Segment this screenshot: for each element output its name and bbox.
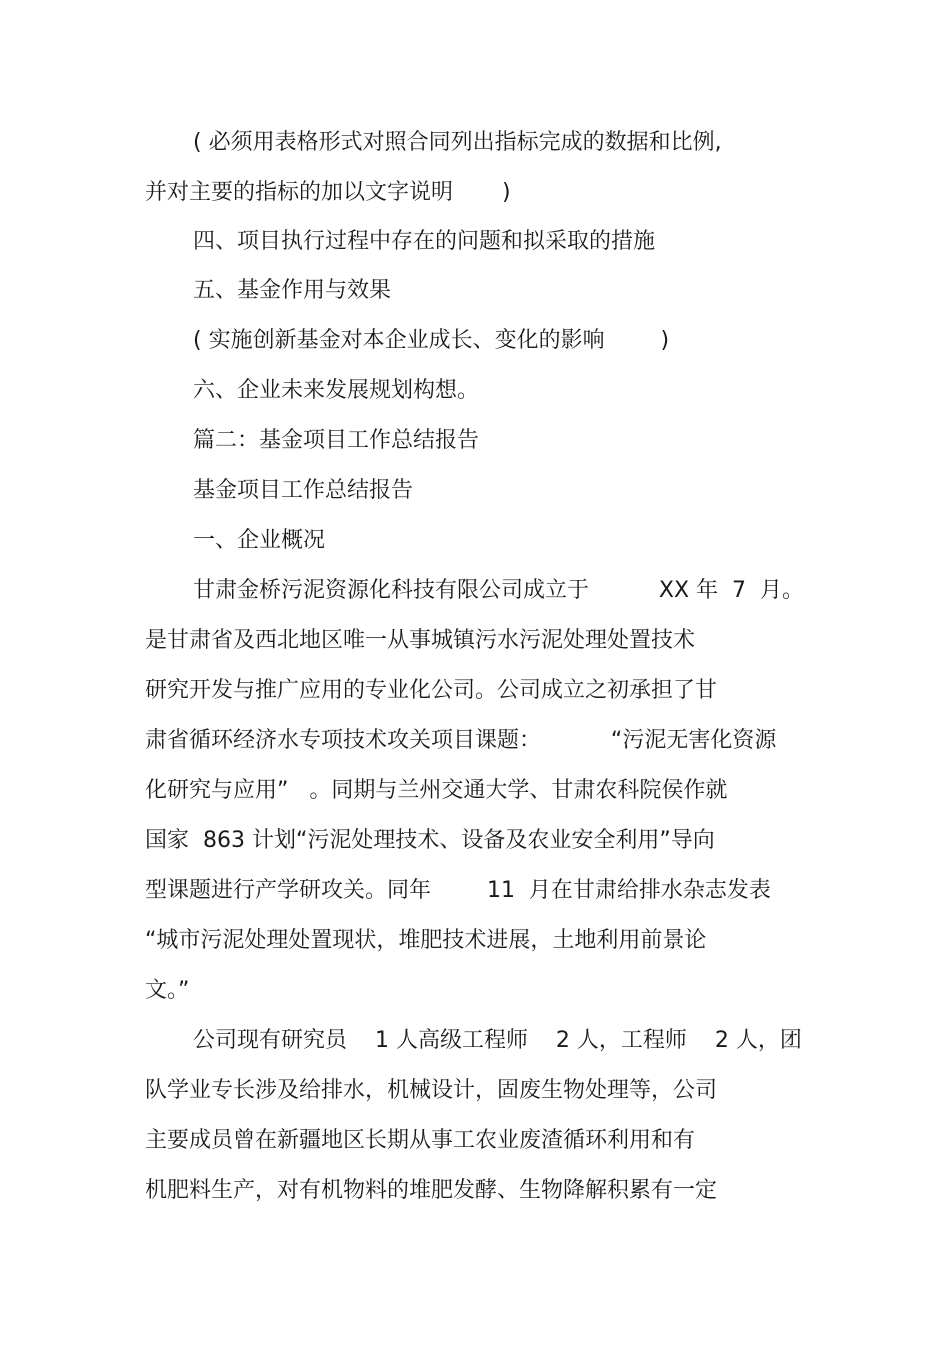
report-title: 基金项目工作总结报告: [193, 478, 414, 503]
text-line: “城市污泥处理处置现状，堆肥技术进展，土地利用前景论: [145, 928, 707, 953]
text-line: 型课题进行产学研攻关。同年 11 月在甘肃给排水杂志发表: [145, 878, 771, 903]
text-line: ( 必须用表格形式对照合同列出指标完成的数据和比例,: [193, 130, 722, 155]
text-line: 甘肃金桥污泥资源化科技有限公司成立于 XX 年 7 月。: [193, 578, 805, 603]
section-heading: 五、基金作用与效果: [193, 278, 392, 303]
text-line: 队学业专长涉及给排水，机械设计，固废生物处理等，公司: [145, 1078, 718, 1103]
text-line: 文。”: [145, 978, 190, 1003]
text-line: 国家 863 计划“污泥处理技术、设备及农业安全利用”导向: [145, 828, 715, 853]
text-line: 是甘肃省及西北地区唯一从事城镇污水污泥处理处置技术: [145, 628, 696, 653]
part-title: 篇二：基金项目工作总结报告: [193, 428, 480, 453]
text-line: 化研究与应用” 。同期与兰州交通大学、甘肃农科院侯作就: [145, 778, 728, 803]
text-line: ( 实施创新基金对本企业成长、变化的影响 ): [193, 328, 670, 353]
section-heading: 一、企业概况: [193, 528, 326, 553]
text-line: 主要成员曾在新疆地区长期从事工农业废渣循环利用和有: [145, 1128, 696, 1153]
text-line: 肃省循环经济水专项技术攻关项目课题： “污泥无害化资源: [145, 728, 777, 753]
text-line: 机肥料生产，对有机物料的堆肥发酵、生物降解积累有一定: [145, 1178, 718, 1203]
section-heading: 六、企业未来发展规划构想。: [193, 378, 480, 403]
text-line: 研究开发与推广应用的专业化公司。公司成立之初承担了甘: [145, 678, 718, 703]
text-line: 公司现有研究员 1 人高级工程师 2 人，工程师 2 人，团: [193, 1028, 802, 1053]
section-heading: 四、项目执行过程中存在的问题和拟采取的措施: [193, 229, 656, 254]
text-line: 并对主要的指标的加以文字说明 ): [145, 180, 511, 205]
